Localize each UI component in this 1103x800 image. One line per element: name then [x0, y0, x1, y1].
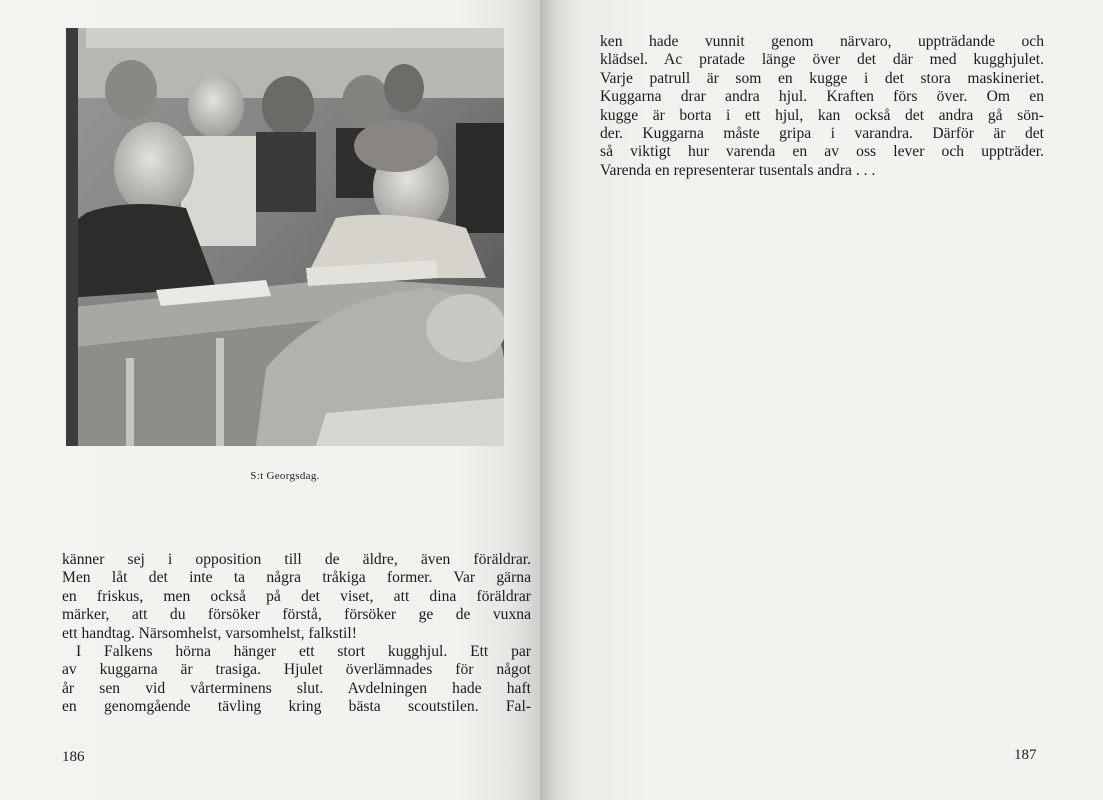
text-line: känner sej i opposition till de äldre, även föräldrar.	[62, 551, 531, 568]
text-line: en genomgående tävling kring bästa scoutstilen. Fal-	[62, 698, 531, 716]
text-line: av kuggarna är trasiga. Hjulet överlämnades för något	[62, 661, 531, 679]
text-line: en friskus, men också på det viset, att dina föräldrar	[62, 587, 531, 605]
page-number-right: 187	[1014, 747, 1037, 763]
text-line: år sen vid vårterminens slut. Avdelningen hade haft	[62, 679, 531, 697]
right-page-body	[600, 33, 1044, 180]
text-line: Varenda en representerar tusentals andra . . .	[600, 161, 876, 179]
text-line: Kuggarna drar andra hjul. Kraften förs över. Om en	[600, 88, 1044, 106]
text-line: kugge är borta i ett hjul, kan också det andra gå sön-	[600, 106, 1044, 124]
text-line: der. Kuggarna måste gripa i varandra. Därför är det	[600, 125, 1044, 143]
text-line: klädsel. Ac pratade länge över det där med kugghjulet.	[600, 51, 1044, 69]
classroom-photo	[66, 28, 504, 446]
left-page-body	[62, 551, 531, 717]
text-line: så viktigt hur varenda en av oss lever och uppträder.	[600, 143, 1044, 161]
left-page	[0, 0, 540, 800]
text-line: märker, att du försöker förstå, försöker ge de vuxna	[62, 606, 531, 624]
text-line: Varje patrull är som en kugge i det stora maskineriet.	[600, 69, 1044, 87]
page-number-left: 186	[62, 749, 85, 765]
text-line: ken hade vunnit genom närvaro, uppträdande och	[600, 33, 1044, 50]
text-line: Men låt det inte ta några tråkiga former. Var gärna	[62, 569, 531, 587]
text-line: I Falkens hörna hänger ett stort kugghjul. Ett par	[76, 643, 531, 661]
photo-caption: S:t Georgsdag.	[250, 470, 320, 482]
text-line: ett handtag. Närsomhelst, varsomhelst, falkstil!	[62, 624, 357, 642]
